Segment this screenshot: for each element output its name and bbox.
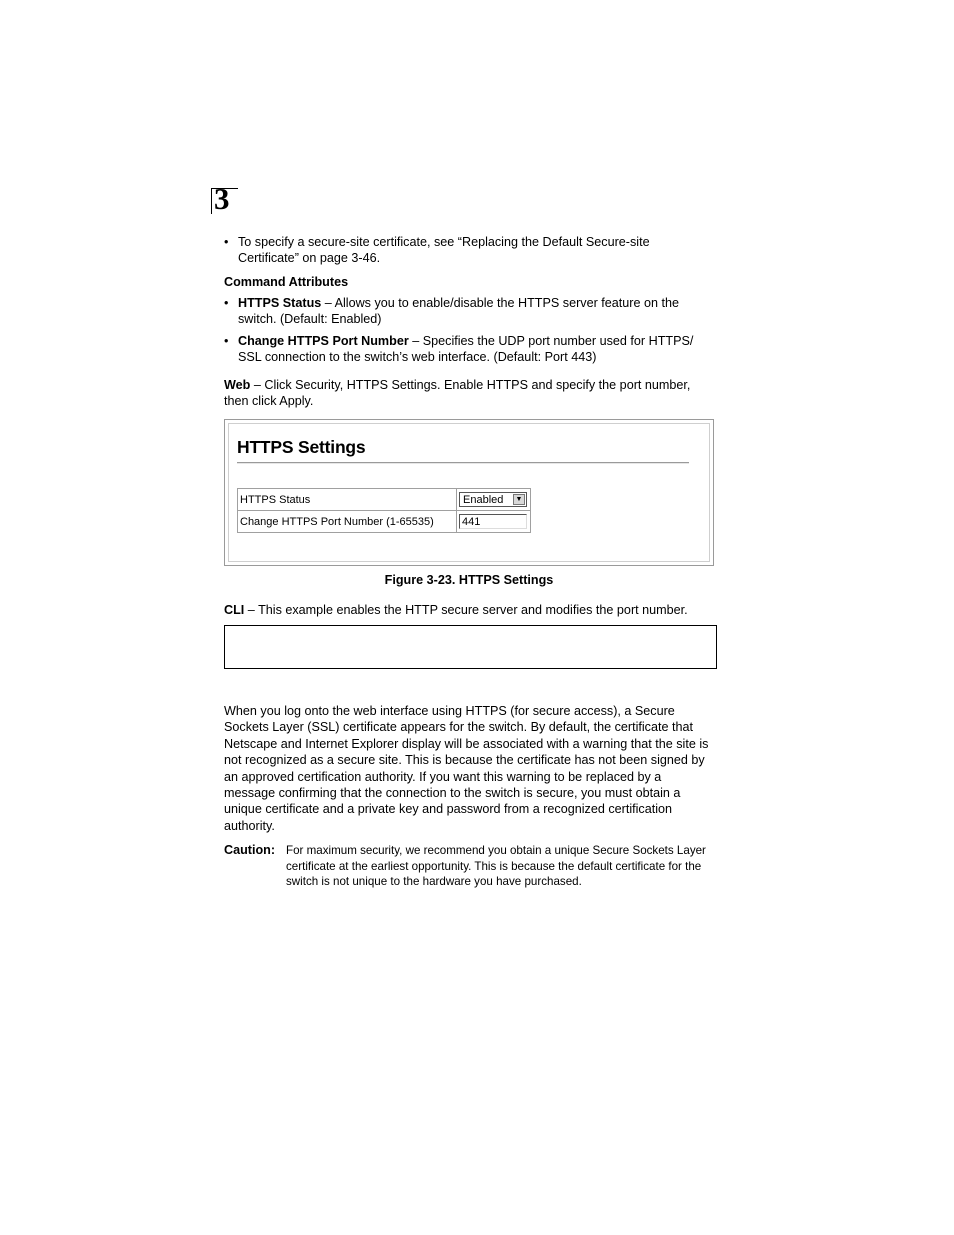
attribute-name: HTTPS Status <box>238 296 322 310</box>
screenshot-title: HTTPS Settings <box>237 437 366 457</box>
chevron-down-icon[interactable]: ▼ <box>513 494 525 505</box>
attribute-desc: – Allows you to enable/disable the HTTPS server feature on the switch. (Default: Enabled) <box>238 296 680 327</box>
web-text: – Click Security, HTTPS Settings. Enable HTTPS and specify the port number, then click Apply. <box>224 378 691 409</box>
bullet-icon: • <box>224 296 229 310</box>
settings-table <box>237 488 531 533</box>
caution-text: For maximum security, we recommend you obtain a unique Secure Sockets Layer certificate at the earliest opportunity. This is because the default certificate for the switch is not unique to the hardware you have purchased. <box>286 844 706 889</box>
figure-caption: Figure 3-23. HTTPS Settings <box>384 573 554 587</box>
web-paragraph <box>224 377 716 410</box>
cli-paragraph <box>224 602 724 618</box>
https-port-cell <box>457 511 531 533</box>
https-port-label: Change HTTPS Port Number (1-65535) <box>238 511 457 533</box>
title-divider <box>237 462 689 464</box>
attribute-https-port <box>238 333 720 366</box>
table-row <box>238 511 531 533</box>
https-status-cell <box>457 489 531 511</box>
table-row <box>238 489 531 511</box>
chapter-number: 3 <box>214 181 230 216</box>
bullet-icon: • <box>224 334 229 348</box>
https-port-input[interactable]: 441 <box>459 514 527 529</box>
cli-text: – This example enables the HTTP secure server and modifies the port number. <box>244 603 688 617</box>
https-status-select[interactable] <box>459 492 527 507</box>
cli-example-box <box>224 625 717 669</box>
chapter-marker <box>211 181 238 216</box>
https-status-value: Enabled <box>463 494 504 506</box>
https-status-label: HTTPS Status <box>238 489 457 511</box>
bullet-icon: • <box>224 235 229 249</box>
attribute-desc: – Specifies the UDP port number used for HTTPS/ SSL connection to the switch’s web interface. (Default: Port 443) <box>238 334 694 365</box>
https-settings-screenshot <box>224 419 714 566</box>
cli-label: CLI <box>224 603 245 617</box>
caution-label: Caution: <box>224 843 276 857</box>
intro-bullet-text: To specify a secure-site certificate, see “Replacing the Default Secure-site Certificate” on page 3-46. <box>238 235 650 266</box>
body-paragraph: When you log onto the web interface using HTTPS (for secure access), a Secure Sockets Layer (SSL) certificate appears for the switch. By default, the certificate that Netscape and Internet Explorer display will be associated with a warning that the site is not recognized as a secure site. This is because the certificate has not been signed by an approved certification authority. If you want this warning to be replaced by a message confirming that the connection to the switch is secure, you must obtain a unique certificate and a private key and password from a recognized certification authority. <box>224 704 709 833</box>
screenshot-frame <box>228 423 710 562</box>
web-label: Web <box>224 378 251 392</box>
command-attributes-heading: Command Attributes <box>224 275 349 289</box>
attribute-https-status <box>238 295 714 328</box>
attribute-name: Change HTTPS Port Number <box>238 334 409 348</box>
